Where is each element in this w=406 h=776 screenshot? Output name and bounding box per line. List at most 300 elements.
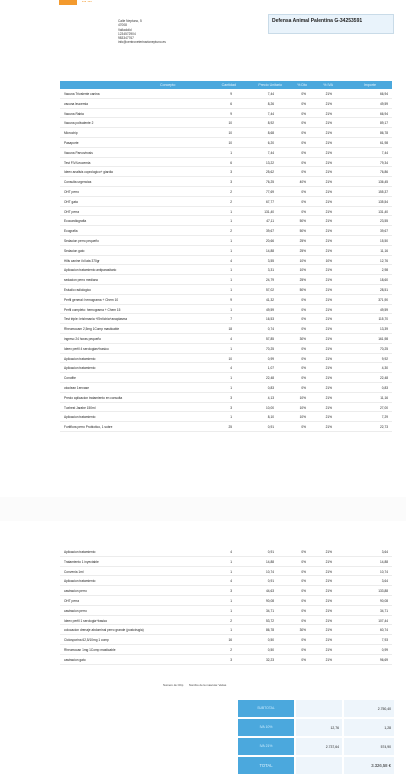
cell-precio: 86,78 xyxy=(266,628,274,633)
cell-cantidad: 10 xyxy=(228,356,232,361)
cell-iva: 21% xyxy=(325,385,332,390)
cell-precio: 8,92 xyxy=(267,121,274,126)
cell-dto: 0% xyxy=(301,317,306,322)
cell-cantidad: 1 xyxy=(230,376,232,381)
cell-cantidad: 1 xyxy=(230,385,232,390)
table-row xyxy=(60,412,392,422)
table-row xyxy=(60,655,392,665)
table-row xyxy=(60,275,392,285)
cell-importe: 61,98 xyxy=(380,140,388,145)
cell-importe: 76,86 xyxy=(380,170,388,175)
cell-concepto: Perfil completo: hemograma + Chem 15 xyxy=(64,307,121,312)
table-row xyxy=(60,635,392,645)
cell-precio: 6,20 xyxy=(267,140,274,145)
cell-importe: 11,16 xyxy=(380,395,388,400)
cell-precio: 3,31 xyxy=(267,268,274,273)
cell-cantidad: 3 xyxy=(230,657,232,662)
total-value: 3.326,58 € xyxy=(371,763,391,768)
cell-cantidad: 1 xyxy=(230,248,232,253)
table-row xyxy=(60,403,392,413)
cell-dto: 0% xyxy=(301,647,306,652)
table-row xyxy=(60,226,392,236)
brand-label: ... ... xyxy=(82,0,92,4)
cell-iva: 21% xyxy=(325,219,332,224)
cell-concepto: Hills canine i/d lata 370gr xyxy=(64,258,100,263)
cell-dto: 0% xyxy=(301,425,306,430)
cell-cantidad: 1 xyxy=(230,268,232,273)
cell-cantidad: 4 xyxy=(230,366,232,371)
cell-precio: 10,74 xyxy=(266,569,274,574)
table-body xyxy=(60,89,392,432)
cell-importe: 28,51 xyxy=(380,287,388,292)
cell-concepto: Tratamiento 1 inyectable xyxy=(64,559,99,564)
table-row xyxy=(60,314,392,324)
cell-cantidad: 1 xyxy=(230,219,232,224)
cell-concepto: castracion perro xyxy=(64,589,87,594)
table-row xyxy=(60,567,392,577)
cell-iva: 21% xyxy=(325,589,332,594)
cell-dto: 0% xyxy=(301,376,306,381)
cell-cantidad: 16 xyxy=(228,638,232,643)
cell-concepto: ingreso 24 horas pequeño xyxy=(64,336,102,341)
cell-precio: 0,83 xyxy=(267,385,274,390)
subtotal-label: SUBTOTAL xyxy=(238,700,294,717)
total-base xyxy=(296,757,342,774)
cell-importe: 161,98 xyxy=(378,336,388,341)
cell-precio: 41,32 xyxy=(266,297,274,302)
invoice-table-page2 xyxy=(60,547,392,665)
cell-importe: 13,39 xyxy=(380,327,388,332)
iva10-label: IVA 10% xyxy=(238,719,294,736)
cell-iva: 21% xyxy=(325,376,332,381)
cell-cantidad: 1 xyxy=(230,150,232,155)
cell-iva: 21% xyxy=(325,559,332,564)
cell-concepto: Aplicacion tratamiento xyxy=(64,366,96,371)
cell-concepto: Aplicacion tratamiento xyxy=(64,356,96,361)
cell-importe: 3,64 xyxy=(381,550,388,554)
cell-precio: 8,26 xyxy=(267,101,274,106)
cell-precio: 47,11 xyxy=(266,219,274,224)
cell-cantidad: 4 xyxy=(230,336,232,341)
iva21-value: 574,90 xyxy=(380,745,391,749)
table-body xyxy=(60,547,392,665)
cell-dto: 40% xyxy=(299,180,306,185)
cell-precio: 0,91 xyxy=(267,579,274,584)
cell-importe: 96,69 xyxy=(380,657,388,662)
table-row xyxy=(60,128,392,138)
cell-concepto: OHT gata xyxy=(64,199,78,204)
cell-iva: 21% xyxy=(325,160,332,165)
total-value-cell xyxy=(344,757,394,774)
table-row xyxy=(60,363,392,373)
cell-importe: 155,37 xyxy=(378,189,388,194)
cell-cantidad: 10 xyxy=(228,131,232,136)
cell-iva: 21% xyxy=(325,170,332,175)
cell-dto: 25% xyxy=(299,278,306,283)
iva10-row xyxy=(238,719,394,736)
cell-concepto: Tuxhest Jarabe 150ml xyxy=(64,405,96,410)
table-row xyxy=(60,373,392,383)
cell-iva: 21% xyxy=(325,297,332,302)
cell-precio: 76,25 xyxy=(266,180,274,185)
cell-cantidad: 3 xyxy=(230,170,232,175)
cell-cantidad: 7 xyxy=(230,317,232,322)
cell-precio: 0,91 xyxy=(267,550,274,554)
cell-cantidad: 18 xyxy=(228,327,232,332)
cell-iva: 21% xyxy=(325,346,332,351)
table-row xyxy=(60,586,392,596)
cell-iva: 21% xyxy=(325,327,332,332)
cell-precio: 10,00 xyxy=(266,405,274,410)
cell-importe: 49,59 xyxy=(380,101,388,106)
cell-cantidad: 2 xyxy=(230,189,232,194)
table-row xyxy=(60,625,392,635)
cell-dto: 0% xyxy=(301,638,306,643)
cell-iva: 21% xyxy=(325,415,332,420)
cell-iva: 21% xyxy=(325,140,332,145)
table-row xyxy=(60,109,392,119)
cell-concepto: Perfil general: hemograma + Chem 10 xyxy=(64,297,119,302)
table-row xyxy=(60,295,392,305)
pet-label: Nombre de la mascota: Varias xyxy=(188,683,227,687)
cell-iva: 21% xyxy=(325,209,332,214)
cell-concepto: Consulta urgencias xyxy=(64,180,92,185)
cell-dto: 0% xyxy=(301,92,306,96)
cell-concepto: Aplicacion tratamiento xyxy=(64,415,96,420)
cell-importe: 115,70 xyxy=(378,317,388,322)
cell-cantidad: 25 xyxy=(228,425,232,430)
cell-precio: 39,67 xyxy=(266,229,274,234)
cell-importe: 2,98 xyxy=(381,268,388,273)
cell-iva: 21% xyxy=(325,425,332,430)
cell-cantidad: 3 xyxy=(230,589,232,594)
address-line: 983347767 xyxy=(118,36,134,41)
col-iva: % IVA xyxy=(323,83,333,87)
cell-importe: 131,40 xyxy=(378,209,388,214)
table-row xyxy=(60,334,392,344)
cell-iva: 21% xyxy=(325,268,332,273)
cell-iva: 21% xyxy=(325,395,332,400)
cell-concepto: Vacuna Trivalente canina xyxy=(64,92,100,96)
cell-dto: 0% xyxy=(301,209,306,214)
cell-precio: 77,69 xyxy=(266,189,274,194)
cell-iva: 21% xyxy=(325,111,332,116)
cell-dto: 0% xyxy=(301,140,306,145)
cell-concepto: Conofite xyxy=(64,376,76,381)
table-row xyxy=(60,576,392,586)
cell-importe: 90,08 xyxy=(380,598,388,603)
cell-dto: 10% xyxy=(299,395,306,400)
cell-importe: 86,78 xyxy=(380,131,388,136)
cell-cantidad: 1 xyxy=(230,287,232,292)
cell-iva: 21% xyxy=(325,287,332,292)
col-cantidad: Cantidad xyxy=(221,83,236,87)
cell-iva: 21% xyxy=(325,229,332,234)
cell-iva: 21% xyxy=(325,101,332,106)
col-dto: % Dto xyxy=(297,83,307,87)
cell-concepto: Vacuna Rabia xyxy=(64,111,84,116)
cell-dto: 0% xyxy=(301,189,306,194)
address-line: Valladolid xyxy=(118,27,132,32)
table-row xyxy=(60,167,392,177)
page-break xyxy=(0,497,406,521)
cell-precio: 44,63 xyxy=(266,589,274,594)
cell-concepto: otoclean 1envase xyxy=(64,385,89,390)
cell-precio: 0,99 xyxy=(267,356,274,361)
cell-concepto: Test triple: leishmania +Ehrlichia+anaplasma xyxy=(64,317,128,322)
cell-iva: 21% xyxy=(325,131,332,136)
cell-cantidad: 1 xyxy=(230,209,232,214)
cell-iva: 21% xyxy=(325,618,332,623)
table-row xyxy=(60,383,392,393)
totals-panel xyxy=(238,700,394,776)
address-line: 1234572904 xyxy=(118,31,136,36)
cell-iva: 21% xyxy=(325,121,332,126)
cell-precio: 20,66 xyxy=(266,238,274,243)
cell-importe: 22,73 xyxy=(380,425,388,430)
cell-cantidad: 1 xyxy=(230,628,232,633)
cell-precio: 53,72 xyxy=(266,618,274,623)
cell-precio: 1,07 xyxy=(267,366,274,371)
cell-cantidad: 1 xyxy=(230,238,232,243)
cell-iva: 21% xyxy=(325,628,332,633)
cell-concepto: Aplicacion tratamiento antiparasitario xyxy=(64,268,117,273)
cell-dto: 50% xyxy=(299,287,306,292)
cell-iva: 21% xyxy=(325,150,332,155)
cell-dto: 0% xyxy=(301,199,306,204)
cell-dto: 0% xyxy=(301,356,306,361)
cell-cantidad: 9 xyxy=(230,92,232,96)
cell-dto: 0% xyxy=(301,366,306,371)
cell-concepto: sedacion perro mediano xyxy=(64,278,99,283)
table-row xyxy=(60,138,392,148)
cell-iva: 21% xyxy=(325,180,332,185)
cell-concepto: Ecografia xyxy=(64,229,78,234)
cell-importe: 27,00 xyxy=(380,405,388,410)
cell-concepto: Rheumocan 1mg 1Comp masticable xyxy=(64,647,116,652)
cell-cantidad: 2 xyxy=(230,618,232,623)
cell-dto: 30% xyxy=(299,336,306,341)
table-row xyxy=(60,547,392,557)
cell-precio: 7,44 xyxy=(267,150,274,155)
iva21-label: IVA 21% xyxy=(238,738,294,755)
cell-importe: 10,74 xyxy=(380,569,388,574)
cell-concepto: Pasaporte xyxy=(64,140,79,145)
cell-dto: 25% xyxy=(299,248,306,253)
brand-logo xyxy=(59,0,77,5)
cell-dto: 0% xyxy=(301,559,306,564)
subtotal-value: 2.750,40 xyxy=(377,707,391,711)
table-row xyxy=(60,344,392,354)
table-row xyxy=(60,557,392,567)
table-row xyxy=(60,422,392,432)
cell-cantidad: 4 xyxy=(230,550,232,554)
client-box xyxy=(268,14,394,34)
cell-precio: 25,62 xyxy=(266,170,274,175)
cell-concepto: Convenia 1ml xyxy=(64,569,84,574)
cell-precio: 4,13 xyxy=(267,395,274,400)
cell-dto: 0% xyxy=(301,170,306,175)
cell-concepto: Ciclosporina 62,5/10mg 1 comp xyxy=(64,638,109,643)
cell-importe: 7,44 xyxy=(381,150,388,155)
table-row xyxy=(60,148,392,158)
cell-iva: 21% xyxy=(325,569,332,574)
cell-concepto: Microchip xyxy=(64,131,78,136)
cell-precio: 0,91 xyxy=(267,425,274,430)
cell-importe: 23,55 xyxy=(380,219,388,224)
cell-precio: 67,77 xyxy=(266,199,274,204)
cell-precio: 0,74 xyxy=(267,327,274,332)
total-label: TOTAL xyxy=(238,757,294,774)
cell-importe: 9,92 xyxy=(381,356,388,361)
cell-concepto: castracion perro xyxy=(64,608,87,613)
total-row xyxy=(238,757,394,774)
table-row xyxy=(60,324,392,334)
cell-precio: 7,44 xyxy=(267,92,274,96)
cell-dto: 0% xyxy=(301,657,306,662)
table-row xyxy=(60,89,392,99)
cell-cantidad: 1 xyxy=(230,608,232,613)
table-row xyxy=(60,596,392,606)
cell-concepto: Vacuna Parvovirosis xyxy=(64,150,93,155)
cell-concepto: Aplicacion tratamiento xyxy=(64,550,96,554)
cell-concepto: Rheumocam 2,5mg 1Comp masticable xyxy=(64,327,120,332)
cell-cantidad: 1 xyxy=(230,278,232,283)
cell-concepto: Test FIV/Leucemia xyxy=(64,160,91,165)
cell-importe: 107,44 xyxy=(378,618,388,623)
cell-dto: 0% xyxy=(301,121,306,126)
table-row xyxy=(60,305,392,315)
address-line: info@centroveterinarioneptuno.es xyxy=(118,40,166,45)
cell-dto: 10% xyxy=(299,258,306,263)
cell-importe: 79,34 xyxy=(380,160,388,165)
iva21-base: 2.737,64 xyxy=(325,745,339,749)
cell-dto: 0% xyxy=(301,160,306,165)
cell-cantidad: 9 xyxy=(230,297,232,302)
cell-concepto: colocacion drenaje abdominal perro grande (postcirugia) xyxy=(64,628,144,633)
cell-dto: 0% xyxy=(301,111,306,116)
cell-iva: 21% xyxy=(325,356,332,361)
cell-iva: 21% xyxy=(325,366,332,371)
cell-importe: 89,17 xyxy=(380,121,388,126)
cell-iva: 21% xyxy=(325,598,332,603)
invoice-table-page1 xyxy=(60,81,392,432)
table-row xyxy=(60,285,392,295)
cell-iva: 21% xyxy=(325,336,332,341)
cell-concepto: OHT perra xyxy=(64,209,79,214)
cell-precio: 90,08 xyxy=(266,598,274,603)
cell-cantidad: 1 xyxy=(230,415,232,420)
cell-precio: 8,68 xyxy=(267,131,274,136)
subtotal-base xyxy=(296,700,342,717)
cell-importe: 14,88 xyxy=(380,559,388,564)
cell-cantidad: 6 xyxy=(230,101,232,106)
cell-concepto: OHT perro xyxy=(64,189,79,194)
cell-importe: 60,74 xyxy=(380,628,388,633)
cell-concepto: vacuna leucemia xyxy=(64,101,88,106)
client-name: Defensa Animal Palentina G-34253591 xyxy=(272,18,363,24)
cell-importe: 136,45 xyxy=(378,180,388,185)
cell-cantidad: 1 xyxy=(230,307,232,312)
cell-importe: 66,94 xyxy=(380,111,388,116)
cell-cantidad: 9 xyxy=(230,111,232,116)
table-header xyxy=(60,81,392,89)
cell-cantidad: 3 xyxy=(230,395,232,400)
cell-precio: 57,02 xyxy=(266,287,274,292)
cell-concepto: Precio aplicacion tratamiento en consulta xyxy=(64,395,123,400)
cell-iva: 21% xyxy=(325,238,332,243)
subtotal-value-cell xyxy=(344,700,394,717)
cell-importe: 0,99 xyxy=(381,647,388,652)
cell-dto: 0% xyxy=(301,598,306,603)
cell-iva: 21% xyxy=(325,248,332,253)
cell-importe: 12,76 xyxy=(380,258,388,263)
cell-importe: 11,16 xyxy=(380,248,388,253)
cell-precio: 34,71 xyxy=(266,608,274,613)
iva21-row xyxy=(238,738,394,755)
table-row xyxy=(60,606,392,616)
cell-cantidad: 4 xyxy=(230,579,232,584)
cell-cantidad: 1 xyxy=(230,569,232,574)
table-row xyxy=(60,207,392,217)
cell-cantidad: 4 xyxy=(230,258,232,263)
cell-iva: 21% xyxy=(325,579,332,584)
cell-precio: 24,79 xyxy=(266,278,274,283)
table-row xyxy=(60,616,392,626)
cell-concepto: Estudio radiologico xyxy=(64,287,91,292)
cell-concepto: Vacuna polivalente 2 xyxy=(64,121,94,126)
col-concepto: Concepto xyxy=(160,83,176,87)
cell-importe: 18,60 xyxy=(380,278,388,283)
address-line: 47008 xyxy=(118,23,127,28)
iva21-value-cell xyxy=(344,738,394,755)
cell-concepto: Ideex analisis coprologico+ giardia xyxy=(64,170,113,175)
cell-dto: 50% xyxy=(299,229,306,234)
table-row xyxy=(60,645,392,655)
col-importe: Importe xyxy=(363,83,376,87)
iva10-value: 1,28 xyxy=(384,726,391,730)
cell-dto: 10% xyxy=(299,415,306,420)
cell-precio: 0,50 xyxy=(267,638,274,643)
iva10-base: 12,76 xyxy=(330,726,339,730)
cell-cantidad: 3 xyxy=(230,405,232,410)
table-row xyxy=(60,265,392,275)
cell-iva: 21% xyxy=(325,405,332,410)
table-row xyxy=(60,393,392,403)
cell-precio: 13,22 xyxy=(266,160,274,165)
table-row xyxy=(60,256,392,266)
cell-concepto: Sedacion gato xyxy=(64,248,85,253)
cell-cantidad: 10 xyxy=(228,121,232,126)
cell-precio: 131,40 xyxy=(264,209,274,214)
cell-dto: 0% xyxy=(301,307,306,312)
cell-importe: 39,67 xyxy=(380,229,388,234)
cell-cantidad: 10 xyxy=(228,140,232,145)
cell-importe: 135,54 xyxy=(378,199,388,204)
cell-precio: 49,59 xyxy=(266,307,274,312)
cell-precio: 14,88 xyxy=(266,248,274,253)
cell-concepto: Ideex perfil 1 serologia+basico xyxy=(64,618,108,623)
cell-precio: 14,88 xyxy=(266,559,274,564)
cell-concepto: Sedacion perro pequeño xyxy=(64,238,99,243)
cell-iva: 21% xyxy=(325,307,332,312)
cell-precio: 16,53 xyxy=(266,317,274,322)
cell-precio: 3,55 xyxy=(267,258,274,263)
cell-dto: 0% xyxy=(301,297,306,302)
cell-cantidad: 6 xyxy=(230,160,232,165)
cell-cantidad: 1 xyxy=(230,598,232,603)
table-row xyxy=(60,118,392,128)
